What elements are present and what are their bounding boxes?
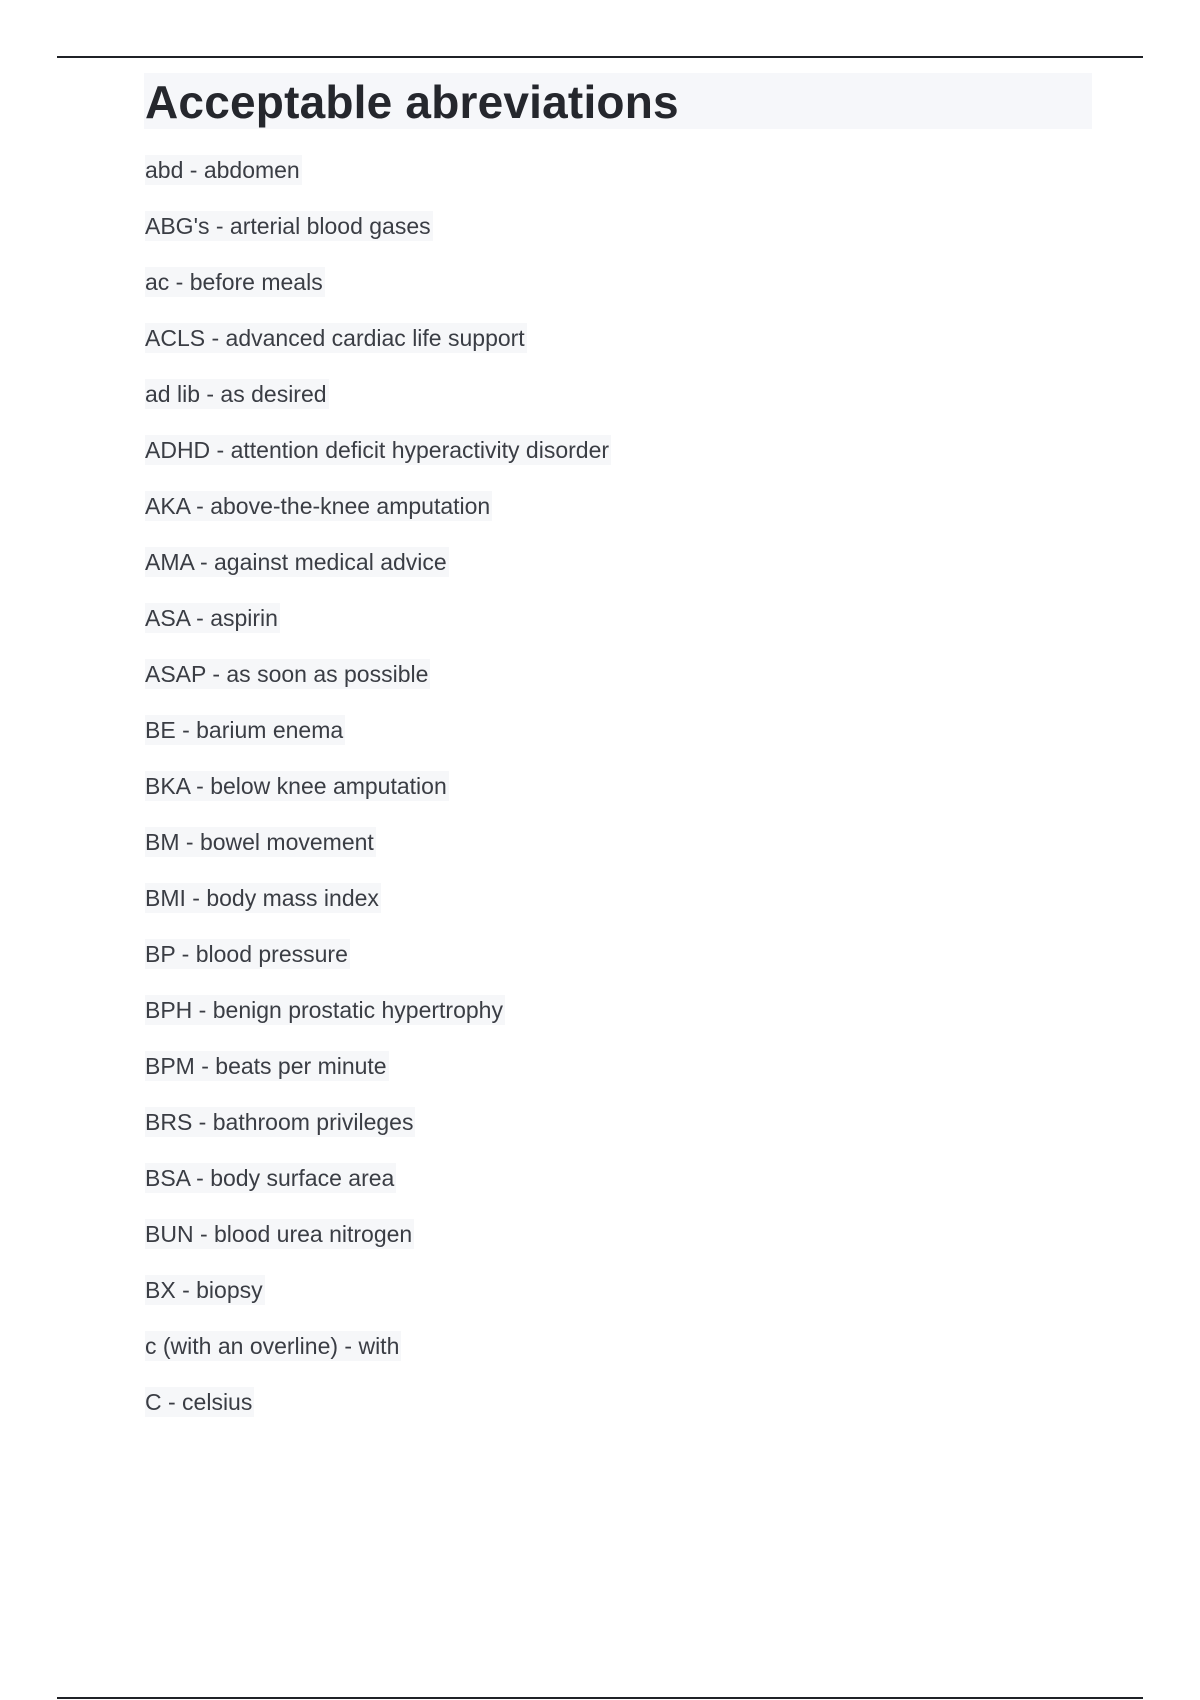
abbreviation-entry: c (with an overline) - with bbox=[145, 1333, 400, 1359]
list-item bbox=[145, 435, 611, 491]
list-item bbox=[145, 995, 611, 1051]
abbreviation-entry: BKA - below knee amputation bbox=[145, 773, 447, 799]
list-item bbox=[145, 771, 611, 827]
list-item bbox=[145, 715, 611, 771]
abbreviation-entry: ad lib - as desired bbox=[145, 381, 327, 407]
abbreviation-entry: abd - abdomen bbox=[145, 157, 300, 183]
list-item bbox=[145, 491, 611, 547]
abbreviation-entry: AKA - above-the-knee amputation bbox=[145, 493, 491, 519]
list-item bbox=[145, 827, 611, 883]
abbreviation-entry: BUN - blood urea nitrogen bbox=[145, 1221, 413, 1247]
abbreviation-entry: BX - biopsy bbox=[145, 1277, 263, 1303]
list-item bbox=[145, 267, 611, 323]
list-item bbox=[145, 155, 611, 211]
list-item bbox=[145, 659, 611, 715]
abbreviation-entry: ASAP - as soon as possible bbox=[145, 661, 429, 687]
abbreviation-entry: ADHD - attention deficit hyperactivity disorder bbox=[145, 437, 610, 463]
list-item bbox=[145, 883, 611, 939]
abbreviation-entry: ac - before meals bbox=[145, 269, 323, 295]
abbreviation-entry: BPM - beats per minute bbox=[145, 1053, 387, 1079]
list-item bbox=[145, 323, 611, 379]
abbreviation-entry: AMA - against medical advice bbox=[145, 549, 447, 575]
abbreviation-entry: BPH - benign prostatic hypertrophy bbox=[145, 997, 503, 1023]
list-item bbox=[145, 939, 611, 995]
abbreviation-entry: ACLS - advanced cardiac life support bbox=[145, 325, 525, 351]
abbreviation-entry: BM - bowel movement bbox=[145, 829, 374, 855]
abbreviation-entry: BSA - body surface area bbox=[145, 1165, 395, 1191]
abbreviation-entry: C - celsius bbox=[145, 1389, 253, 1415]
abbreviation-entry: BRS - bathroom privileges bbox=[145, 1109, 414, 1135]
top-rule bbox=[57, 56, 1143, 58]
abbreviation-list bbox=[145, 155, 611, 1443]
list-item bbox=[145, 1387, 611, 1443]
list-item bbox=[145, 1219, 611, 1275]
list-item bbox=[145, 547, 611, 603]
abbreviation-entry: ASA - aspirin bbox=[145, 605, 278, 631]
abbreviation-entry: ABG's - arterial blood gases bbox=[145, 213, 431, 239]
list-item bbox=[145, 1051, 611, 1107]
abbreviation-entry: BP - blood pressure bbox=[145, 941, 348, 967]
abbreviation-entry: BMI - body mass index bbox=[145, 885, 379, 911]
list-item bbox=[145, 379, 611, 435]
list-item bbox=[145, 1275, 611, 1331]
page-title: Acceptable abreviations bbox=[145, 76, 679, 128]
abbreviation-entry: BE - barium enema bbox=[145, 717, 344, 743]
list-item bbox=[145, 1107, 611, 1163]
list-item bbox=[145, 1163, 611, 1219]
bottom-rule bbox=[57, 1697, 1143, 1699]
list-item bbox=[145, 603, 611, 659]
list-item bbox=[145, 211, 611, 267]
list-item bbox=[145, 1331, 611, 1387]
